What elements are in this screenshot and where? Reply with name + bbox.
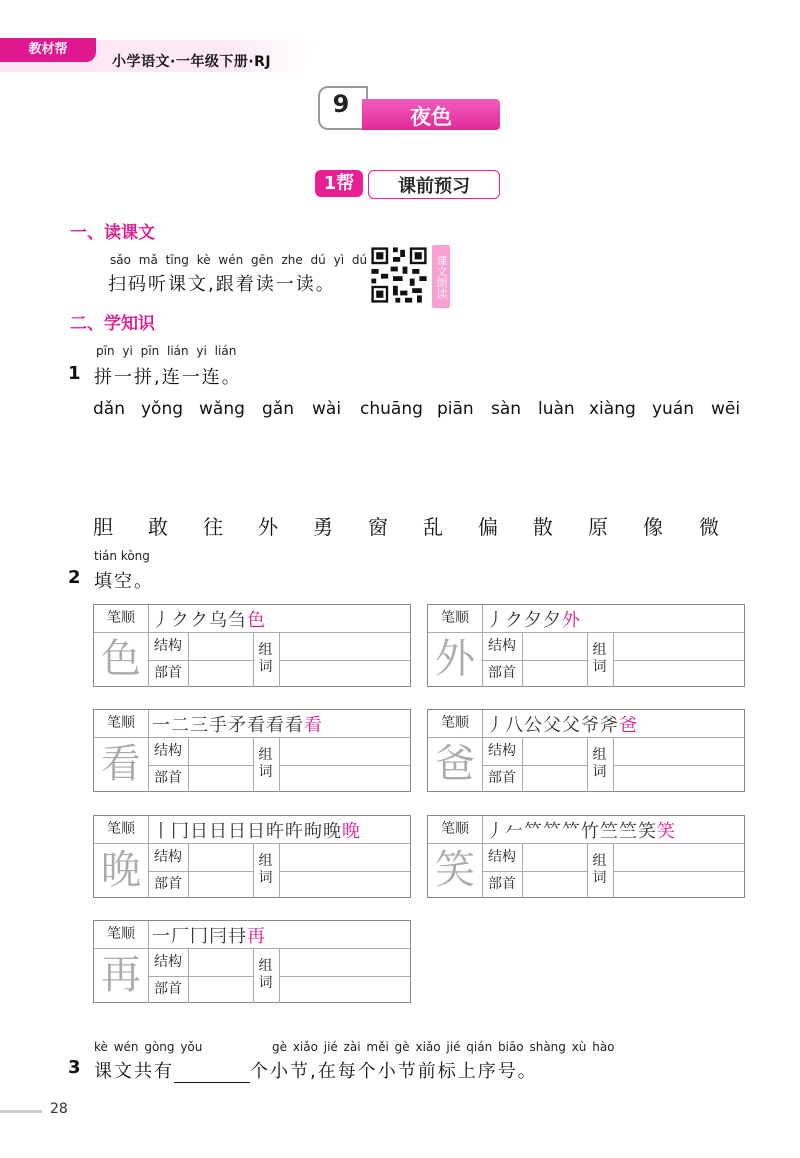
- word-label-b: 词: [592, 764, 607, 780]
- structure-label: 结构: [482, 737, 522, 766]
- stroke-step: 日: [209, 821, 227, 842]
- word-label-b: 词: [258, 975, 273, 991]
- stroke-sequence: [486, 712, 638, 736]
- practice-character: 晚: [94, 843, 149, 898]
- word-label: [252, 632, 280, 687]
- practice-character: 色: [94, 632, 149, 687]
- practice-character: 爸: [428, 737, 483, 792]
- word-label-b: 词: [258, 659, 273, 675]
- stroke-step: 旿: [285, 821, 303, 842]
- pinyin-word[interactable]: gǎn: [262, 399, 294, 419]
- radical-answer[interactable]: [188, 871, 254, 898]
- word-label: [586, 737, 614, 792]
- stroke-step: 公: [524, 715, 542, 736]
- character-option[interactable]: 胆: [93, 515, 113, 539]
- structure-label: 结构: [482, 632, 522, 661]
- stroke-sequence: [152, 818, 361, 842]
- character-option[interactable]: 往: [203, 515, 223, 539]
- stroke-card-3: [427, 709, 745, 792]
- stroke-step: 日: [228, 821, 246, 842]
- pinyin-word[interactable]: chuāng: [360, 399, 423, 419]
- stroke-order-label: 笔顺: [94, 816, 149, 843]
- word-label-a: 组: [592, 642, 607, 658]
- stroke-order-label: 笔顺: [428, 605, 483, 632]
- stroke-step: 矛: [228, 715, 246, 736]
- word-answer[interactable]: [280, 843, 410, 872]
- stroke-step: 笑: [657, 821, 675, 842]
- structure-answer[interactable]: [188, 737, 254, 766]
- stroke-sequence: [486, 818, 676, 842]
- q1-number: 1: [68, 363, 81, 384]
- structure-label: 结构: [148, 632, 188, 661]
- stroke-step: 日: [190, 821, 208, 842]
- stroke-step: ク: [190, 610, 208, 631]
- word-label-a: 组: [592, 853, 607, 869]
- structure-answer[interactable]: [522, 843, 588, 872]
- part1-pinyin: sǎo mǎ tīng kè wén gēn zhe dú yì dú: [110, 253, 368, 267]
- stroke-card-0: [93, 604, 411, 687]
- q3-text-b: 个小节,在每个小节前标上序号。: [250, 1061, 538, 1082]
- stroke-step: ク: [505, 610, 523, 631]
- radical-answer[interactable]: [522, 871, 588, 898]
- radical-label: 部首: [488, 876, 516, 892]
- stroke-step: 冄: [228, 926, 246, 947]
- radical-answer[interactable]: [522, 660, 588, 687]
- stroke-step: 二: [171, 715, 189, 736]
- character-option[interactable]: 勇: [313, 515, 333, 539]
- stroke-step: 𥫗: [524, 821, 542, 842]
- radical-label: 部首: [154, 770, 182, 786]
- qr-code-icon[interactable]: [369, 245, 429, 305]
- word-label: [586, 632, 614, 687]
- character-option[interactable]: 偏: [478, 515, 498, 539]
- radical-answer[interactable]: [522, 765, 588, 792]
- radical-label: 部首: [154, 981, 182, 997]
- stroke-step: 刍: [228, 610, 246, 631]
- stroke-card-4: [93, 815, 411, 898]
- word-answer[interactable]: [614, 843, 744, 872]
- word-label: [252, 843, 280, 898]
- stroke-step: 𥫗: [562, 821, 580, 842]
- stroke-order-label: 笔顺: [428, 816, 483, 843]
- stroke-step: 竺: [619, 821, 637, 842]
- stroke-step: 昫: [304, 821, 322, 842]
- stroke-step: 外: [562, 610, 580, 631]
- stroke-step: 看: [304, 715, 322, 736]
- pinyin-word[interactable]: wǎng: [199, 399, 245, 419]
- stroke-step: 旿: [266, 821, 284, 842]
- practice-character: 再: [94, 948, 149, 1003]
- stroke-step: 父: [562, 715, 580, 736]
- structure-answer[interactable]: [188, 843, 254, 872]
- footer-rule: [0, 1110, 42, 1113]
- word-label-b: 词: [258, 870, 273, 886]
- stroke-sequence: [152, 607, 266, 631]
- pinyin-word[interactable]: yuán: [652, 399, 695, 419]
- word-label-a: 组: [258, 642, 273, 658]
- radical-answer[interactable]: [188, 976, 254, 1003]
- stroke-sequence: [152, 923, 266, 947]
- q3-sentence: [94, 1057, 538, 1083]
- stroke-order-label: 笔顺: [428, 710, 483, 737]
- character-option[interactable]: 乱: [423, 515, 443, 539]
- structure-label: 结构: [148, 843, 188, 872]
- lesson-number: 9: [332, 90, 350, 118]
- pinyin-word[interactable]: yǒng: [141, 399, 184, 419]
- word-answer[interactable]: [614, 632, 744, 661]
- structure-answer[interactable]: [188, 632, 254, 661]
- stroke-step: 爸: [619, 715, 637, 736]
- pinyin-word[interactable]: wài: [312, 399, 342, 419]
- word-label-a: 组: [258, 853, 273, 869]
- word-label: [252, 948, 280, 1003]
- stroke-step: 斧: [600, 715, 618, 736]
- character-option[interactable]: 微: [699, 515, 719, 539]
- stroke-step: 晚: [323, 821, 341, 842]
- structure-label: 结构: [148, 737, 188, 766]
- stroke-step: 丿: [152, 610, 170, 631]
- q3-answer-blank[interactable]: [174, 1064, 250, 1083]
- structure-answer[interactable]: [188, 948, 254, 977]
- character-option[interactable]: 原: [588, 515, 608, 539]
- stroke-step: 丿: [486, 821, 504, 842]
- stroke-sequence: [486, 607, 581, 631]
- pinyin-word[interactable]: luàn: [538, 399, 575, 419]
- pinyin-word[interactable]: dǎn: [93, 399, 125, 419]
- radical-label: 部首: [488, 665, 516, 681]
- brand-logo: 教材帮: [0, 38, 96, 62]
- stroke-step: 乌: [209, 610, 227, 631]
- stroke-step: 冂: [190, 926, 208, 947]
- radical-answer[interactable]: [188, 765, 254, 792]
- q3-pinyin-b: gè xiǎo jié zài měi gè xiǎo jié qián biāo shàng xù hào: [272, 1040, 615, 1054]
- radical-label: 部首: [488, 770, 516, 786]
- heading-learn: 二、学知识: [70, 314, 155, 334]
- stroke-step: 父: [543, 715, 561, 736]
- stroke-step: 冃: [209, 926, 227, 947]
- stroke-step: 𠂉: [505, 821, 523, 842]
- word-label-b: 词: [592, 659, 607, 675]
- stroke-step: 手: [209, 715, 227, 736]
- page-number: 28: [50, 1101, 68, 1117]
- word-answer[interactable]: [280, 948, 410, 977]
- stroke-step: 丿: [486, 715, 504, 736]
- stroke-order-label: 笔顺: [94, 605, 149, 632]
- word-label-a: 组: [592, 747, 607, 763]
- stroke-step: 冂: [171, 821, 189, 842]
- structure-label: 结构: [482, 843, 522, 872]
- q1-instruction: 拼一拼,连一连。: [94, 367, 242, 388]
- stroke-step: 晚: [342, 821, 360, 842]
- stroke-step: 爷: [581, 715, 599, 736]
- stroke-step: 夕: [524, 610, 542, 631]
- stroke-step: ク: [171, 610, 189, 631]
- stroke-step: 竹: [581, 821, 599, 842]
- stroke-order-label: 笔顺: [94, 921, 149, 948]
- stroke-step: 日: [247, 821, 265, 842]
- section-title: 课前预习: [398, 176, 470, 197]
- character-option[interactable]: 外: [258, 515, 278, 539]
- stroke-step: 色: [247, 610, 265, 631]
- book-title: 小学语文·一年级下册·RJ: [112, 54, 272, 70]
- stroke-step: 竺: [600, 821, 618, 842]
- section-badge: 1帮: [315, 170, 363, 197]
- practice-character: 看: [94, 737, 149, 792]
- word-label-a: 组: [258, 747, 273, 763]
- stroke-step: 丨: [152, 821, 170, 842]
- q3-number: 3: [68, 1057, 81, 1078]
- word-answer[interactable]: [614, 737, 744, 766]
- stroke-step: 笑: [638, 821, 656, 842]
- word-label-b: 词: [592, 870, 607, 886]
- stroke-step: 看: [285, 715, 303, 736]
- word-answer[interactable]: [280, 737, 410, 766]
- character-option[interactable]: 像: [643, 515, 663, 539]
- stroke-step: 看: [247, 715, 265, 736]
- structure-answer[interactable]: [522, 632, 588, 661]
- word-answer[interactable]: [280, 632, 410, 661]
- part1-instruction: 扫码听课文,跟着读一读。: [108, 274, 336, 295]
- character-option[interactable]: 敢: [148, 515, 168, 539]
- stroke-step: 一: [152, 715, 170, 736]
- pinyin-word[interactable]: piān: [437, 399, 474, 419]
- stroke-step: 夕: [543, 610, 561, 631]
- q3-text-a: 课文共有: [94, 1061, 174, 1082]
- character-option[interactable]: 散: [533, 515, 553, 539]
- stroke-step: 一: [152, 926, 170, 947]
- practice-character: 笑: [428, 843, 483, 898]
- stroke-sequence: [152, 712, 323, 736]
- lesson-title: 夜色: [410, 105, 452, 129]
- radical-answer[interactable]: [188, 660, 254, 687]
- stroke-card-1: [427, 604, 745, 687]
- stroke-step: 丿: [486, 610, 504, 631]
- stroke-card-5: [427, 815, 745, 898]
- word-label-a: 组: [258, 958, 273, 974]
- q2-number: 2: [68, 567, 81, 588]
- stroke-step: 看: [266, 715, 284, 736]
- stroke-step: 三: [190, 715, 208, 736]
- structure-label: 结构: [148, 948, 188, 977]
- word-label-b: 词: [258, 764, 273, 780]
- stroke-order-label: 笔顺: [94, 710, 149, 737]
- radical-label: 部首: [154, 665, 182, 681]
- q2-pinyin: tián kòng: [94, 549, 150, 563]
- q2-instruction: 填空。: [94, 571, 154, 592]
- stroke-step: 八: [505, 715, 523, 736]
- heading-read-text: 一、读课文: [70, 223, 155, 243]
- character-option[interactable]: 窗: [368, 515, 388, 539]
- stroke-card-2: [93, 709, 411, 792]
- q3-pinyin-a: kè wén gòng yǒu: [94, 1040, 203, 1054]
- stroke-step: 厂: [171, 926, 189, 947]
- pinyin-word[interactable]: sàn: [491, 399, 522, 419]
- radical-label: 部首: [154, 876, 182, 892]
- pinyin-word[interactable]: wēi: [711, 399, 741, 419]
- structure-answer[interactable]: [522, 737, 588, 766]
- qr-tag: 课文朗读: [432, 245, 450, 308]
- practice-character: 外: [428, 632, 483, 687]
- stroke-step: 𥫗: [543, 821, 561, 842]
- word-label: [252, 737, 280, 792]
- pinyin-word[interactable]: xiàng: [589, 399, 636, 419]
- stroke-step: 再: [247, 926, 265, 947]
- word-label: [586, 843, 614, 898]
- q1-pinyin: pīn yi pīn lián yi lián: [96, 344, 237, 358]
- stroke-card-6: [93, 920, 411, 1003]
